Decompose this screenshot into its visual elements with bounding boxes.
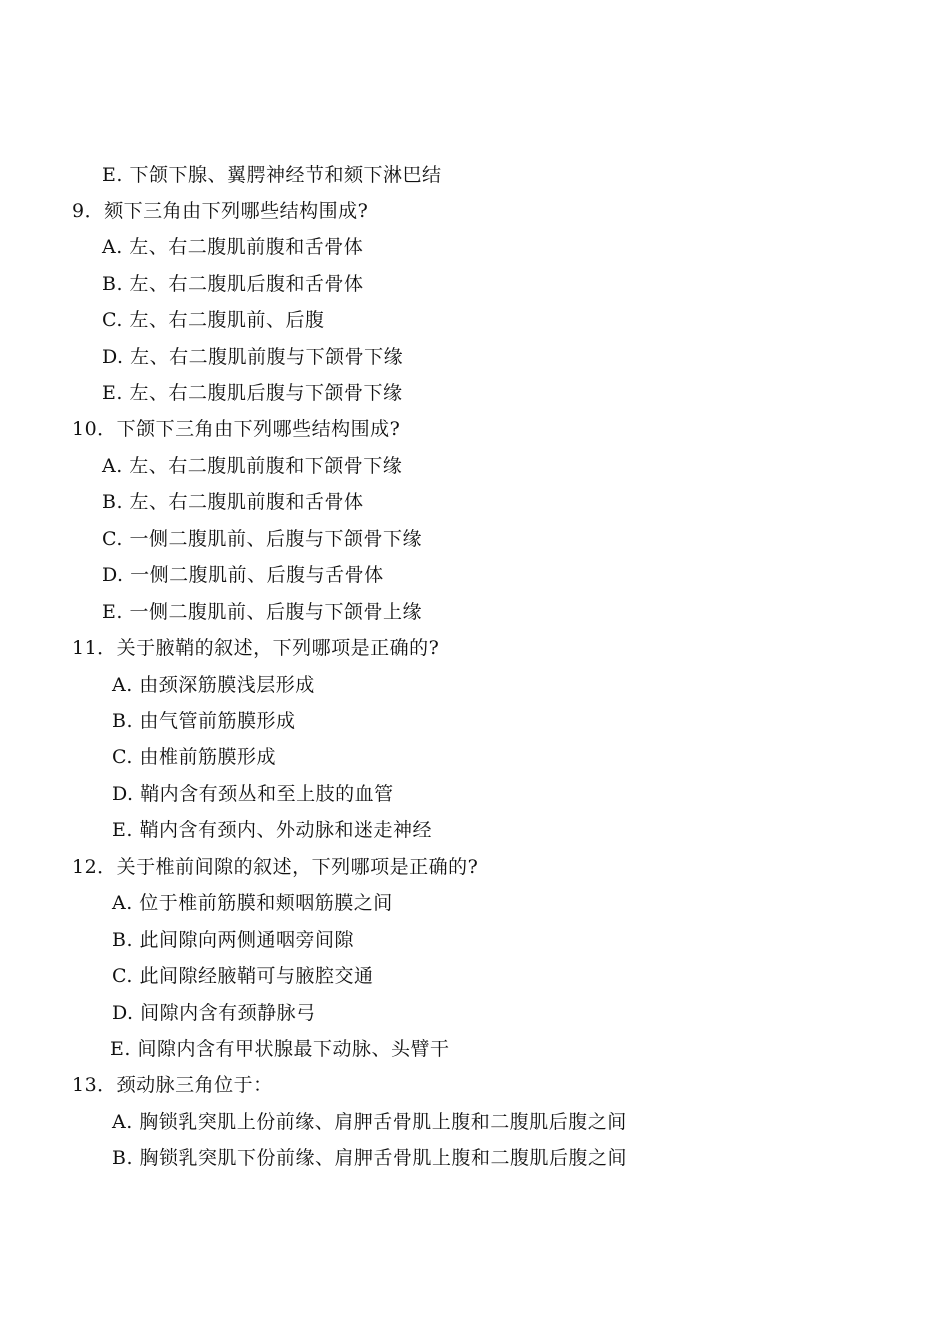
question-11-option-c: C. 由椎前筋膜形成: [112, 746, 276, 768]
question-9-option-a: A. 左、右二腹肌前腹和舌骨体: [102, 236, 364, 258]
question-11-stem: 11．关于腋鞘的叙述，下列哪项是正确的?: [72, 637, 440, 659]
question-12-option-c: C. 此间隙经腋鞘可与腋腔交通: [112, 965, 374, 987]
question-13-stem: 13．颈动脉三角位于：: [72, 1074, 273, 1096]
question-12-option-e: E. 间隙内含有甲状腺最下动脉、头臂干: [110, 1038, 450, 1060]
question-9-option-d: D. 左、右二腹肌前腹与下颌骨下缘: [102, 346, 404, 368]
question-10-option-c: C. 一侧二腹肌前、后腹与下颌骨下缘: [102, 528, 422, 550]
question-8-option-e: E. 下颌下腺、翼腭神经节和颏下淋巴结: [102, 164, 442, 186]
question-10-option-e: E. 一侧二腹肌前、后腹与下颌骨上缘: [102, 601, 422, 623]
question-10-option-a: A. 左、右二腹肌前腹和下颌骨下缘: [102, 455, 403, 477]
question-9-option-c: C. 左、右二腹肌前、后腹: [102, 309, 325, 331]
question-12-option-a: A. 位于椎前筋膜和颊咽筋膜之间: [112, 892, 393, 914]
question-10-option-d: D. 一侧二腹肌前、后腹与舌骨体: [102, 564, 384, 586]
question-9-stem: 9．颏下三角由下列哪些结构围成?: [72, 200, 369, 222]
question-11-option-d: D. 鞘内含有颈丛和至上肢的血管: [112, 783, 394, 805]
question-11-option-b: B. 由气管前筋膜形成: [112, 710, 296, 732]
question-13-option-b: B. 胸锁乳突肌下份前缘、肩胛舌骨肌上腹和二腹肌后腹之间: [112, 1147, 628, 1169]
question-13-option-a: A. 胸锁乳突肌上份前缘、肩胛舌骨肌上腹和二腹肌后腹之间: [112, 1111, 627, 1133]
question-11-option-a: A. 由颈深筋膜浅层形成: [112, 674, 315, 696]
question-10-stem: 10．下颌下三角由下列哪些结构围成?: [72, 418, 401, 440]
question-9-option-e: E. 左、右二腹肌后腹与下颌骨下缘: [102, 382, 403, 404]
question-12-option-b: B. 此间隙向两侧通咽旁间隙: [112, 929, 355, 951]
question-11-option-e: E. 鞘内含有颈内、外动脉和迷走神经: [112, 819, 432, 841]
question-9-option-b: B. 左、右二腹肌后腹和舌骨体: [102, 273, 364, 295]
question-12-stem: 12．关于椎前间隙的叙述，下列哪项是正确的?: [72, 856, 479, 878]
question-12-option-d: D. 间隙内含有颈静脉弓: [112, 1002, 316, 1024]
question-10-option-b: B. 左、右二腹肌前腹和舌骨体: [102, 491, 364, 513]
